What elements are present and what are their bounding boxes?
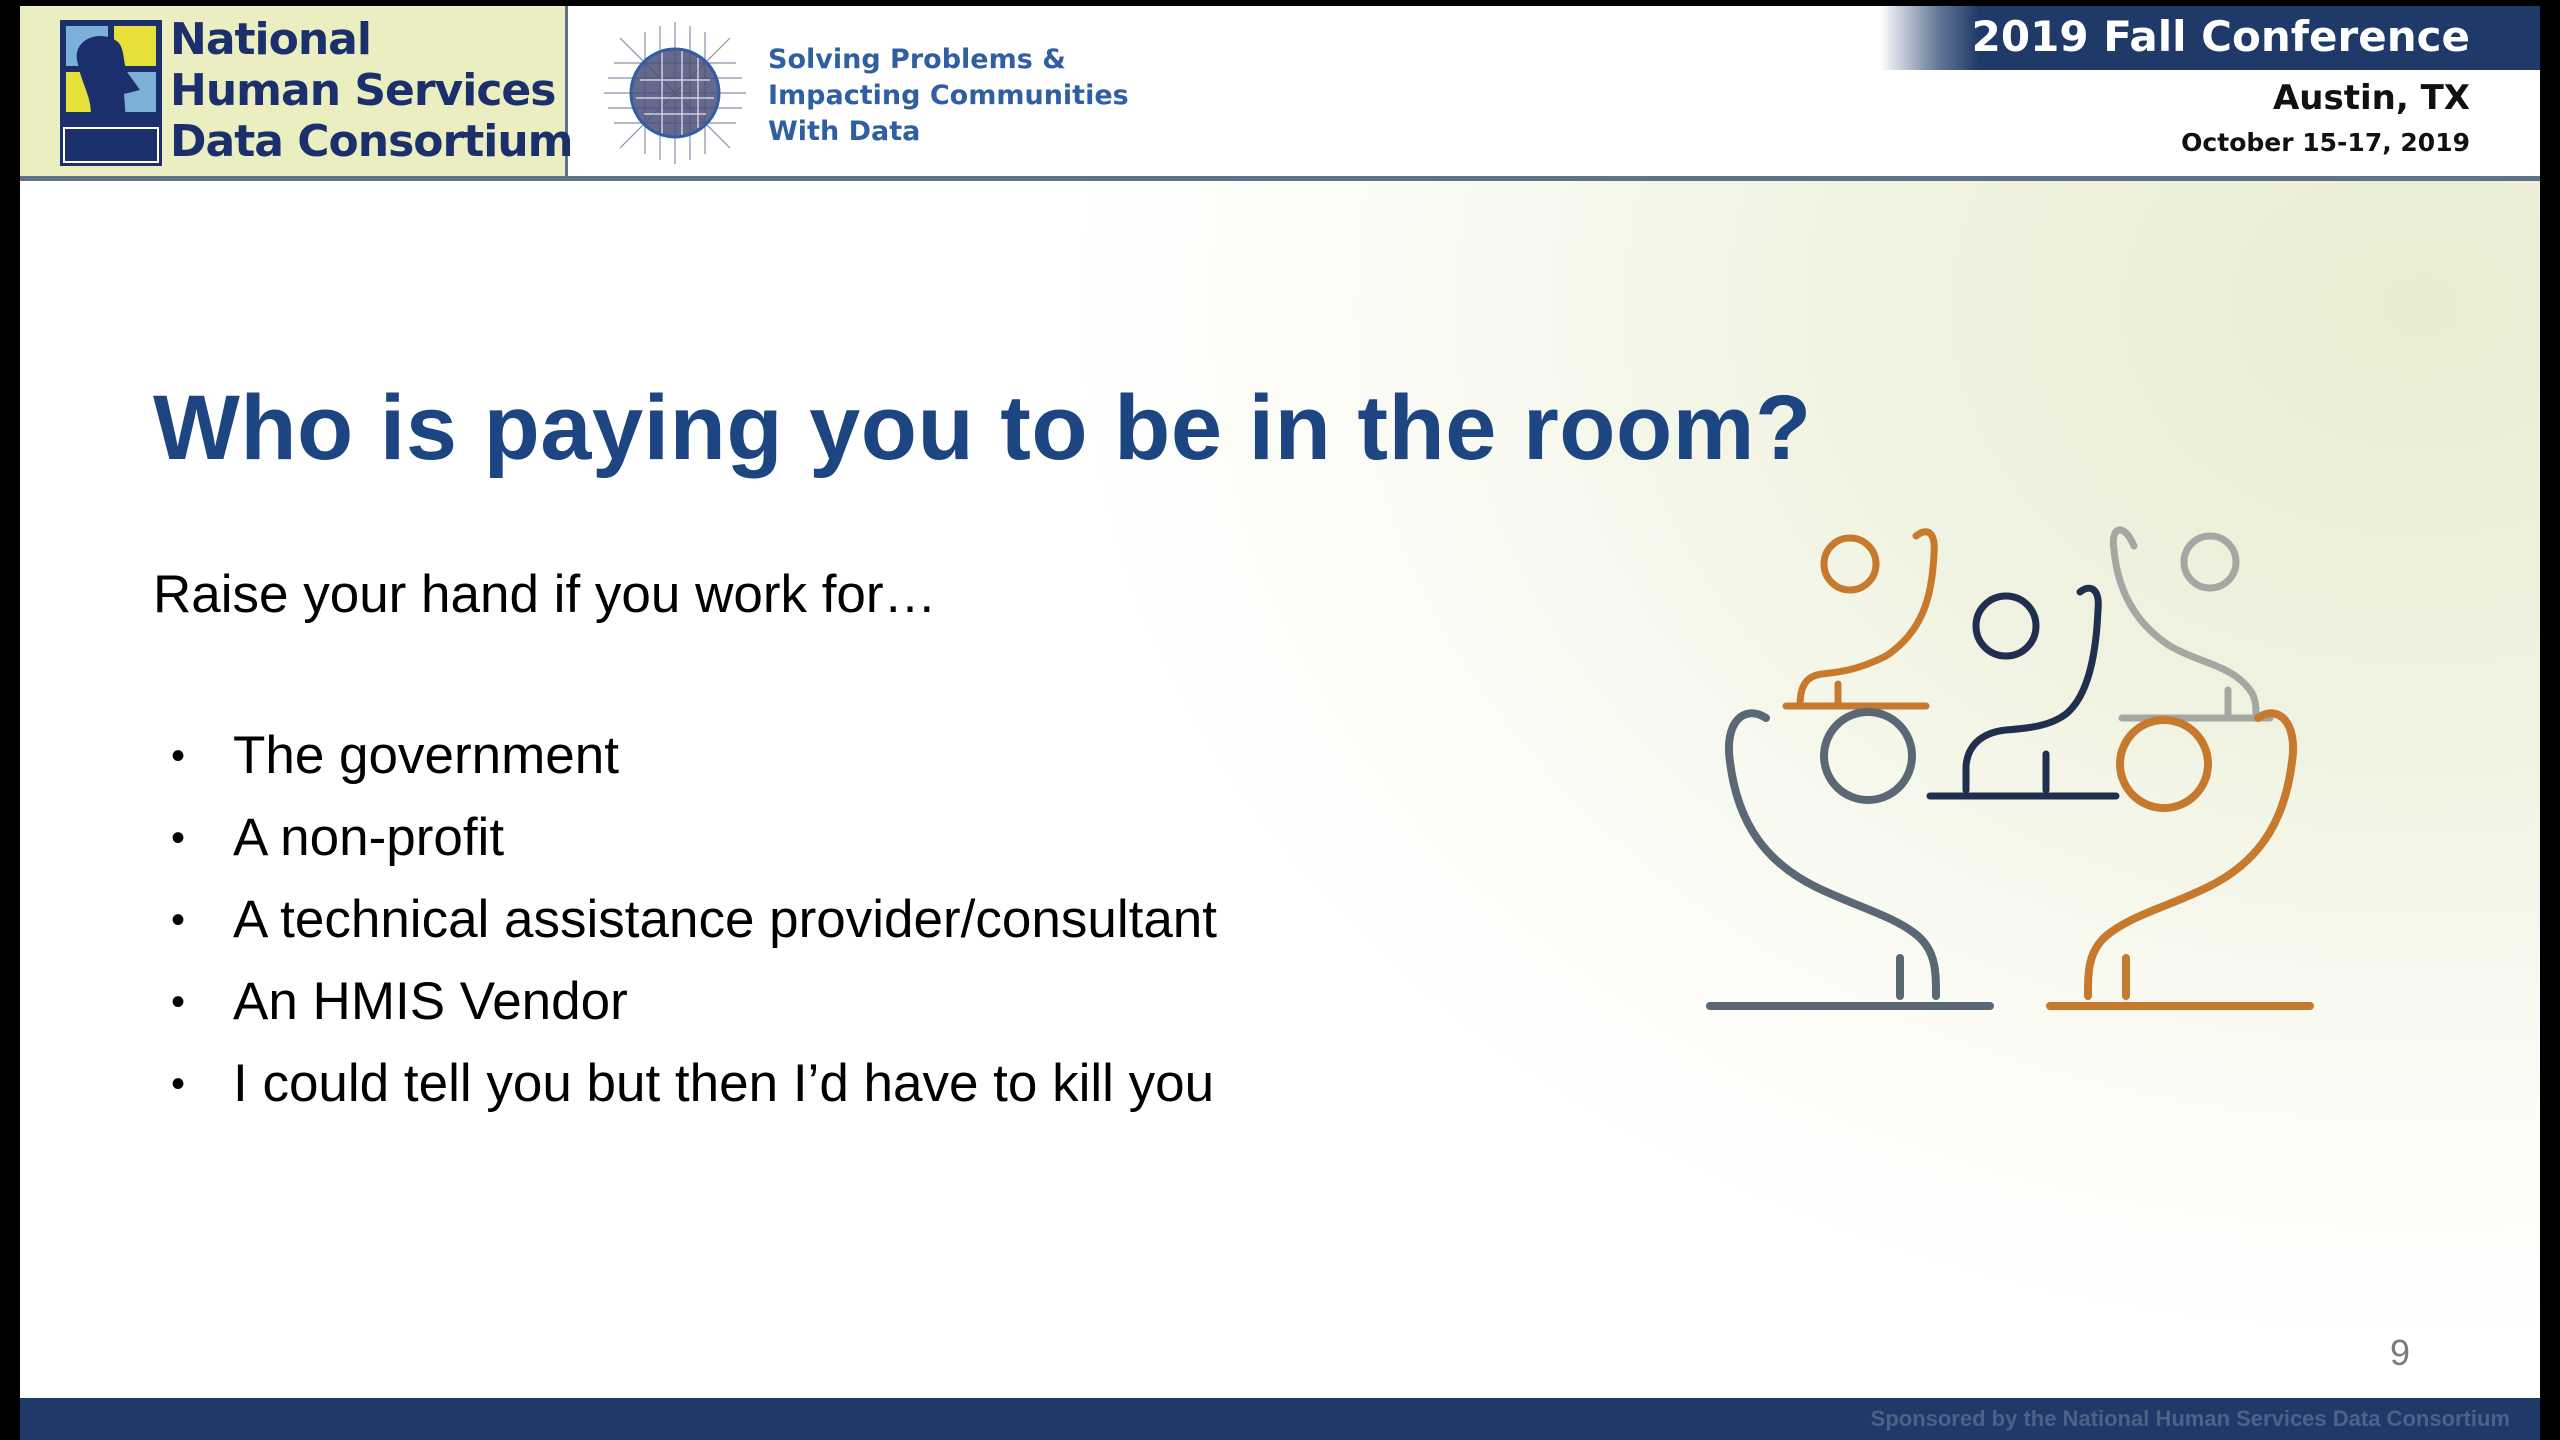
slide [20, 6, 2540, 1440]
figure-middle [1930, 588, 2116, 796]
bullet-symbol: • [171, 1062, 186, 1106]
bullet-text: A non-profit [233, 808, 505, 867]
bullet-item [153, 885, 1217, 967]
bullet-text: I could tell you but then I’d have to kill you [233, 1054, 1215, 1113]
nhsdc-logo-mark-icon [60, 20, 162, 166]
logo-line-1: National [170, 14, 371, 65]
tagline-line-3: With Data [768, 116, 921, 147]
city-map-globe-icon [600, 18, 750, 168]
figure-back-left [1786, 532, 1934, 706]
bullet-symbol: • [171, 734, 186, 778]
bullet-item [153, 1049, 1217, 1131]
tagline [768, 42, 1129, 150]
slide-title: Who is paying you to be in the room? [153, 377, 1812, 479]
bullet-item [153, 803, 1217, 885]
logo-line-3: Data Consortium [170, 116, 573, 167]
people-raising-hands-icon [1690, 506, 2330, 1026]
bullet-symbol: • [171, 816, 186, 860]
logo-line-2: Human Services [170, 65, 556, 116]
bullet-list [153, 721, 1217, 1131]
slide-header [20, 6, 2540, 181]
conference-dates: October 15-17, 2019 [2181, 128, 2470, 157]
figure-front-left [1710, 712, 1990, 1006]
figure-back-right [2113, 530, 2270, 718]
bullet-symbol: • [171, 980, 186, 1024]
sponsor-text: Sponsored by the National Human Services Data Consortium [1870, 1406, 2510, 1431]
conference-title-band [1880, 6, 2540, 70]
tagline-line-1: Solving Problems & [768, 44, 1066, 75]
bullet-symbol: • [171, 898, 186, 942]
conference-city: Austin, TX [2272, 78, 2470, 118]
bullet-text: An HMIS Vendor [233, 972, 628, 1031]
page-number: 9 [2390, 1332, 2411, 1373]
footer-band [20, 1398, 2540, 1440]
bullet-text: The government [233, 726, 619, 785]
bullet-item [153, 721, 1217, 803]
nhsdc-logo-text [170, 14, 573, 167]
tagline-line-2: Impacting Communities [768, 80, 1129, 111]
nhsdc-logo [20, 6, 573, 176]
conference-title: 2019 Fall Conference [1971, 12, 2470, 61]
bullet-text: A technical assistance provider/consultant [233, 890, 1217, 949]
slide-intro: Raise your hand if you work for… [153, 565, 937, 624]
figure-front-right [2050, 713, 2310, 1006]
bullet-item [153, 967, 1217, 1049]
